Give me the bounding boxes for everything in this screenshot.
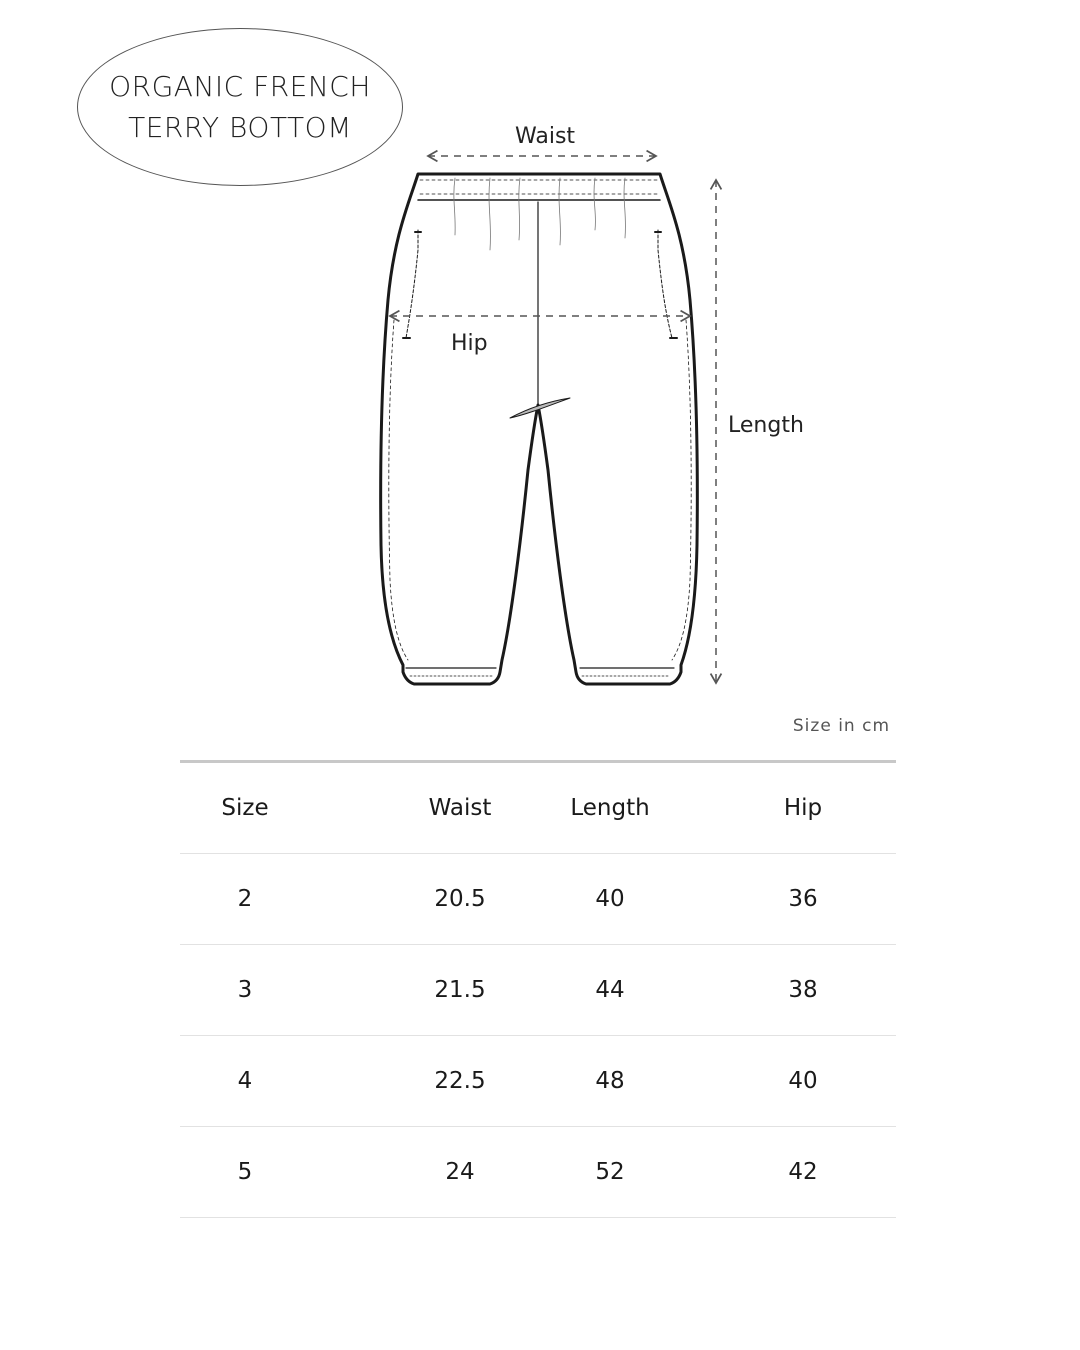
table-row bbox=[180, 854, 896, 945]
cell-hip: 36 bbox=[710, 854, 896, 945]
cell-size: 5 bbox=[180, 1127, 310, 1218]
table-row bbox=[180, 1127, 896, 1218]
cell-length: 52 bbox=[510, 1127, 710, 1218]
cell-size: 3 bbox=[180, 945, 310, 1036]
cell-length: 48 bbox=[510, 1036, 710, 1127]
table-header-row bbox=[180, 762, 896, 854]
cell-size: 4 bbox=[180, 1036, 310, 1127]
cell-hip: 38 bbox=[710, 945, 896, 1036]
column-header-size: Size bbox=[180, 762, 310, 854]
waist-label: Waist bbox=[515, 124, 576, 149]
length-label: Length bbox=[728, 413, 804, 438]
size-chart-table bbox=[180, 760, 896, 1218]
column-header-hip: Hip bbox=[710, 762, 896, 854]
hip-label: Hip bbox=[451, 331, 488, 356]
product-title-line-2: TERRY BOTTOM bbox=[128, 111, 352, 144]
column-header-waist: Waist bbox=[310, 762, 510, 854]
cell-waist: 22.5 bbox=[310, 1036, 510, 1127]
size-unit-note: Size in cm bbox=[792, 716, 890, 736]
cell-length: 40 bbox=[510, 854, 710, 945]
cell-waist: 24 bbox=[310, 1127, 510, 1218]
pants-illustration bbox=[381, 174, 698, 684]
cell-hip: 42 bbox=[710, 1127, 896, 1218]
column-header-length: Length bbox=[510, 762, 710, 854]
table-row bbox=[180, 945, 896, 1036]
cell-length: 44 bbox=[510, 945, 710, 1036]
cell-size: 2 bbox=[180, 854, 310, 945]
product-title-line-1: ORGANIC FRENCH bbox=[109, 70, 371, 103]
cell-waist: 20.5 bbox=[310, 854, 510, 945]
table-row bbox=[180, 1036, 896, 1127]
cell-hip: 40 bbox=[710, 1036, 896, 1127]
cell-waist: 21.5 bbox=[310, 945, 510, 1036]
